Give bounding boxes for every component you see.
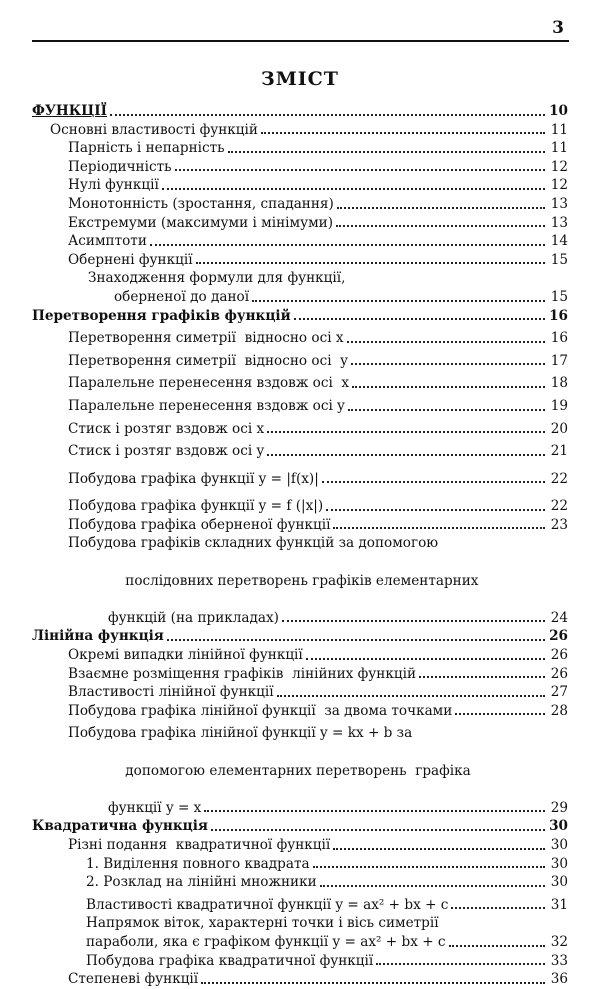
toc-entry-page: 31 <box>550 896 568 913</box>
toc-entry-text-cont1: допомогою елементарних перетворень графіка <box>125 762 471 779</box>
toc-entry-text: Напрямок віток, характерні точки і вісь симетрії <box>86 915 439 932</box>
toc-entry <box>32 497 568 516</box>
toc-entry-page: 13 <box>550 195 568 212</box>
toc-entry-line <box>32 269 568 288</box>
toc-entry-text: 1. Виділення повного квадрата <box>86 855 310 872</box>
toc-entry <box>32 420 568 439</box>
toc-entry-page: 16 <box>550 330 568 347</box>
toc-entry-text: ФУНКЦІЇ <box>32 103 107 119</box>
toc-entry <box>32 307 568 326</box>
toc-entry <box>32 817 568 836</box>
toc-entry-text: Побудова графіка функції y = f (|x|) <box>68 498 324 515</box>
toc-entry-page: 22 <box>550 470 568 487</box>
toc-entry-page: 30 <box>550 874 568 891</box>
toc-entry <box>32 139 568 158</box>
toc-entry-page: 26 <box>550 665 568 682</box>
toc-entry <box>32 195 568 214</box>
toc-entry <box>32 933 568 952</box>
toc-entry-line <box>32 743 568 799</box>
toc-entry <box>32 121 568 140</box>
toc-entry-line <box>32 534 568 553</box>
toc-entry-page: 26 <box>549 628 568 645</box>
toc-entry <box>32 683 568 702</box>
toc-entry-text-cont1: послідовних перетворень графіків елементарних <box>125 572 479 589</box>
toc-entry-text-cont: параболи, яка є графіком функції y = ax² + bx + c <box>86 933 446 950</box>
toc-entry <box>32 516 568 535</box>
toc-entry-text: Періодичність <box>68 158 172 175</box>
toc-entry-text: Побудова графіка лінійної функції y = kx + b за <box>68 725 413 742</box>
toc-entry-text: Основні властивості функцій <box>50 121 258 138</box>
toc-title: ЗМІСТ <box>261 68 339 90</box>
toc-entry-page: 17 <box>550 352 568 369</box>
toc-entry-page: 15 <box>550 251 568 268</box>
toc-entry <box>32 896 568 915</box>
toc-entry-page: 28 <box>550 702 568 719</box>
toc-entry-text: Екстремуми (максимуми і мінімуми) <box>68 214 334 231</box>
page-number: 3 <box>552 18 564 38</box>
toc-entry <box>32 442 568 461</box>
toc-entry-text: Степеневі функції <box>68 971 199 988</box>
toc-entry-page: 36 <box>550 971 568 988</box>
toc-entry <box>32 158 568 177</box>
toc-entry <box>32 836 568 855</box>
toc-entry <box>32 609 568 628</box>
toc-entry <box>32 855 568 874</box>
toc-entry-text: Парність і непарність <box>68 140 225 157</box>
toc-entry <box>32 646 568 665</box>
toc-entry-page: 22 <box>550 498 568 515</box>
toc-entry <box>32 352 568 371</box>
toc-entry-text: Окремі випадки лінійної функції <box>68 647 303 664</box>
toc-entry-text-cont: функцій (на прикладах) <box>108 609 279 626</box>
toc-entry-page: 32 <box>550 933 568 950</box>
toc-entry <box>32 873 568 892</box>
toc-entry <box>32 799 568 818</box>
toc-entry-page: 30 <box>549 818 568 835</box>
toc-entry-text: Побудова графіка лінійної функції за двома точками <box>68 702 453 719</box>
toc-entry-page: 16 <box>549 307 568 324</box>
toc-entry-text: Побудова графіків складних функцій за допомогою <box>68 535 439 552</box>
toc-entry <box>32 251 568 270</box>
toc-entry-line <box>32 724 568 743</box>
toc-entry-page: 15 <box>550 288 568 305</box>
toc-entry-text: Асимптоти <box>68 233 147 250</box>
toc-entry-text: Побудова графіка оберненої функції <box>68 516 331 533</box>
toc-entry-text: Властивості лінійної функції <box>68 684 274 701</box>
toc-entry-text: Квадратична функція <box>32 818 208 835</box>
toc-entry <box>32 470 568 489</box>
toc-entry <box>32 702 568 721</box>
toc-entry-text: Різні подання квадратичної функції <box>68 836 331 853</box>
toc-entry-page: 19 <box>550 397 568 414</box>
toc-entry-page: 20 <box>550 420 568 437</box>
toc-entry-page: 23 <box>550 516 568 533</box>
toc-entry <box>32 627 568 646</box>
header-rule <box>32 40 569 42</box>
table-of-contents <box>32 102 568 989</box>
toc-entry-text: Паралельне перенесення вздовж осі y <box>68 397 345 414</box>
toc-entry-text-cont: функції y = x <box>108 799 202 816</box>
toc-entry-text: Взаємне розміщення графіків лінійних функцій <box>68 665 417 682</box>
toc-entry-page: 33 <box>550 952 568 969</box>
toc-entry-page: 30 <box>550 855 568 872</box>
toc-entry <box>32 952 568 971</box>
toc-entry-text: Стиск і розтяг вздовж осі x <box>68 420 265 437</box>
toc-entry-text: 2. Розклад на лінійні множники <box>86 874 317 891</box>
toc-entry-page: 12 <box>550 158 568 175</box>
toc-entry-page: 24 <box>550 609 568 626</box>
toc-entry-text: Нулі функції <box>68 177 159 194</box>
toc-entry-page: 14 <box>550 233 568 250</box>
toc-entry-text: Перетворення симетрії відносно осі y <box>68 352 348 369</box>
toc-entry-page: 26 <box>550 647 568 664</box>
toc-entry <box>32 374 568 393</box>
toc-entry <box>32 102 568 121</box>
toc-entry <box>32 288 568 307</box>
toc-entry-line <box>32 914 568 933</box>
toc-entry-page: 13 <box>550 214 568 231</box>
toc-entry-text-cont: оберненої до даної <box>114 288 250 305</box>
toc-entry-page: 11 <box>550 121 568 138</box>
toc-entry-page: 30 <box>550 836 568 853</box>
toc-entry-page: 21 <box>550 443 568 460</box>
toc-entry <box>32 665 568 684</box>
toc-entry-page: 18 <box>550 375 568 392</box>
toc-entry-text: Побудова графіка квадратичної функції <box>86 952 374 969</box>
toc-entry <box>32 970 568 989</box>
toc-entry-page: 12 <box>550 177 568 194</box>
toc-entry-text: Побудова графіка функції y = |f(x)| <box>68 470 319 487</box>
toc-entry-text: Паралельне перенесення вздовж осі x <box>68 375 350 392</box>
toc-entry <box>32 214 568 233</box>
toc-entry-text: Обернені функції <box>68 251 193 268</box>
toc-entry <box>32 397 568 416</box>
toc-entry <box>32 329 568 348</box>
toc-entry-text: Монотонність (зростання, спадання) <box>68 195 334 212</box>
toc-entry-page: 29 <box>550 799 568 816</box>
toc-entry <box>32 176 568 195</box>
toc-entry <box>32 232 568 251</box>
toc-entry-text: Властивості квадратичної функції y = ax² + bx + c <box>86 896 449 913</box>
toc-entry-page: 11 <box>550 140 568 157</box>
toc-entry-text: Перетворення симетрії відносно осі x <box>68 330 344 347</box>
toc-entry-page: 10 <box>549 103 568 119</box>
toc-entry-text: Лінійна функція <box>32 628 164 645</box>
toc-entry-line <box>32 553 568 609</box>
toc-entry-page: 27 <box>550 684 568 701</box>
toc-entry-text: Знаходження формули для функції, <box>88 270 346 287</box>
toc-entry-text: Перетворення графіків функцій <box>32 307 291 324</box>
toc-entry-text: Стиск і розтяг вздовж осі y <box>68 443 265 460</box>
